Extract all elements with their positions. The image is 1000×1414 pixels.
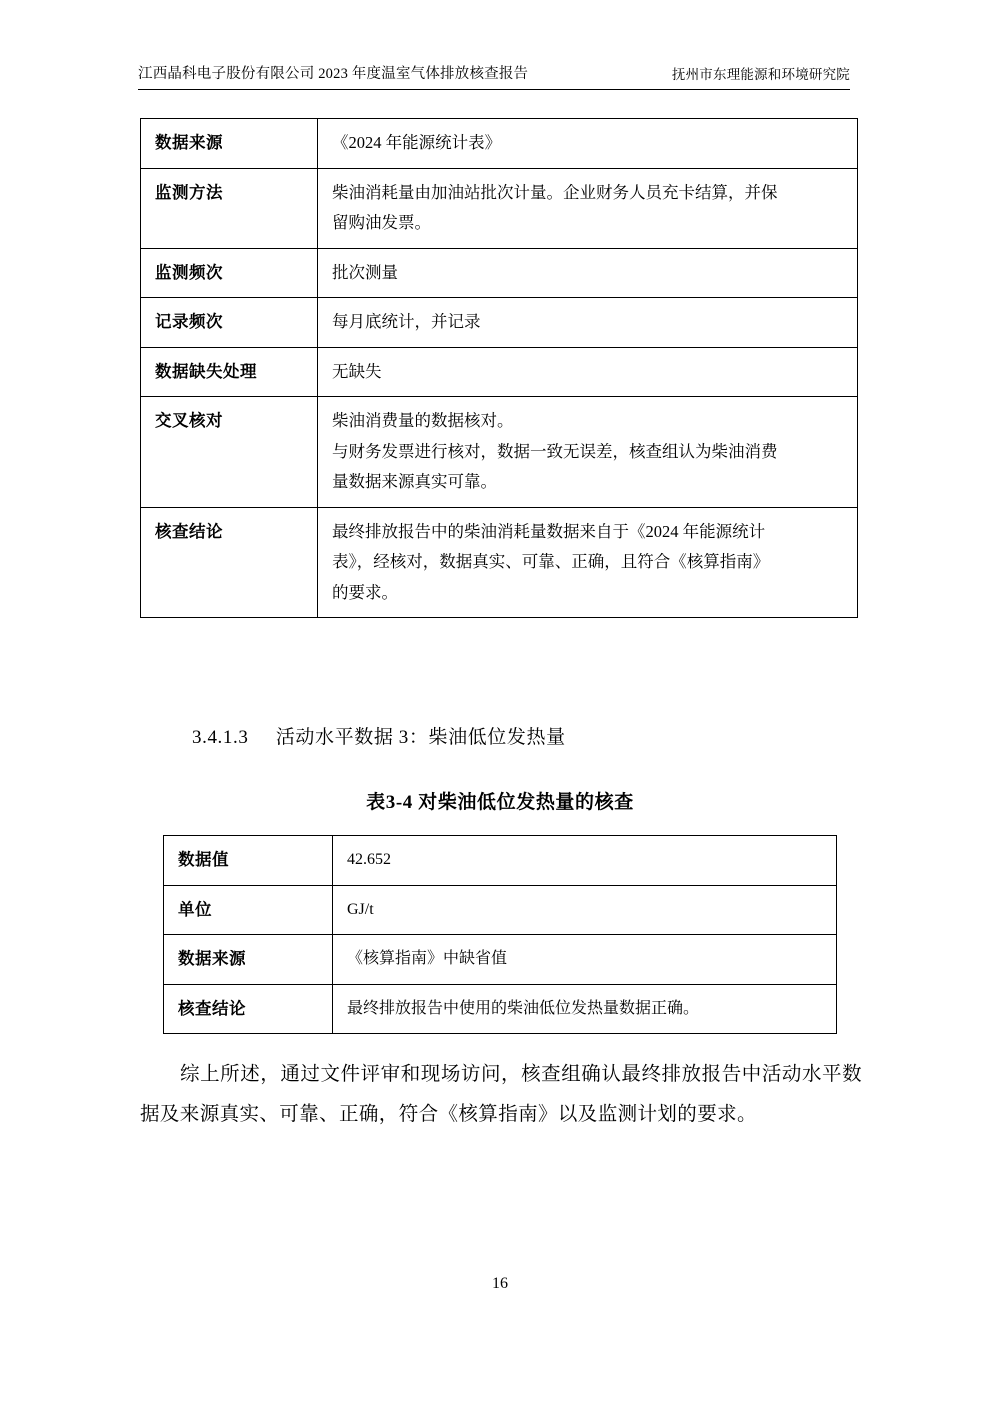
running-header [138,62,850,90]
row-value [318,298,858,348]
table-row [141,347,858,397]
table-caption: 表3-4 对柴油低位发热量的核查 [366,792,634,813]
row-value [333,984,837,1034]
row-value-line: 与财务发票进行核对，数据一致无误差，核查组认为柴油消费 [332,441,778,461]
row-value [318,168,858,248]
table-row [164,935,837,985]
row-value [318,119,858,169]
table-row [141,248,858,298]
page-number: 16 [492,1275,508,1292]
row-value-line: 柴油消费量的数据核对。 [332,411,514,431]
diesel-consumption-table [140,118,858,618]
row-value-line: 批次测量 [332,262,398,282]
section-heading [192,722,566,749]
row-value-line: 每月底统计，并记录 [332,312,481,332]
row-label: 数据值 [164,836,333,886]
row-label: 核查结论 [164,984,333,1034]
closing-paragraph: 综上所述，通过文件评审和现场访问，核查组确认最终排放报告中活动水平数据及来源真实、可靠、正确，符合《核算指南》以及监测计划的要求。 [140,1064,862,1125]
row-value [318,507,858,618]
row-value-line: 《2024 年能源统计表》 [332,133,502,152]
diesel-consumption-table-wrapper [140,118,858,618]
row-value [318,248,858,298]
table-row [141,119,858,169]
table-row [141,298,858,348]
row-label: 交叉核对 [141,397,318,508]
row-value-line: 量数据来源真实可靠。 [332,472,497,492]
row-value [318,347,858,397]
row-value-line: 留购油发票。 [332,213,431,233]
table-row [141,168,858,248]
table-row [164,885,837,935]
row-label: 核查结论 [141,507,318,618]
section-title: 活动水平数据 3：柴油低位发热量 [275,727,566,748]
table-row [141,507,858,618]
row-value-line: 无缺失 [332,361,382,381]
row-value-line: 柴油消耗量由加油站批次计量。企业财务人员充卡结算，并保 [332,182,778,202]
row-value [333,885,837,935]
calorific-value-table-wrapper [163,835,837,1034]
row-value-line: 最终排放报告中使用的柴油低位发热量数据正确。 [347,999,700,1017]
row-label: 监测方法 [141,168,318,248]
row-label: 监测频次 [141,248,318,298]
calorific-value-table [163,835,837,1034]
table-row [141,397,858,508]
table-row [164,836,837,886]
row-label: 数据缺失处理 [141,347,318,397]
section-number: 3.4.1.3 [192,727,249,748]
row-value [333,836,837,886]
row-value-line: 《核算指南》中缺省值 [347,950,508,968]
header-right-text: 抚州市东理能源和环境研究院 [671,67,850,82]
row-value [333,935,837,985]
row-value-line: 42.652 [347,851,391,868]
row-value-line: 最终排放报告中的柴油消耗量数据来自于《2024 年能源统计 [332,521,766,541]
row-value [318,397,858,508]
row-value-line: 的要求。 [332,582,398,602]
table-row [164,984,837,1034]
row-label: 单位 [164,885,333,935]
row-label: 数据来源 [141,119,318,169]
row-label: 记录频次 [141,298,318,348]
row-value-line: GJ/t [347,900,374,918]
row-label: 数据来源 [164,935,333,985]
row-value-line: 表》，经核对，数据真实、可靠、正确，且符合《核算指南》 [332,552,770,572]
header-left-text: 江西晶科电子股份有限公司 2023 年度温室气体排放核查报告 [138,66,529,82]
